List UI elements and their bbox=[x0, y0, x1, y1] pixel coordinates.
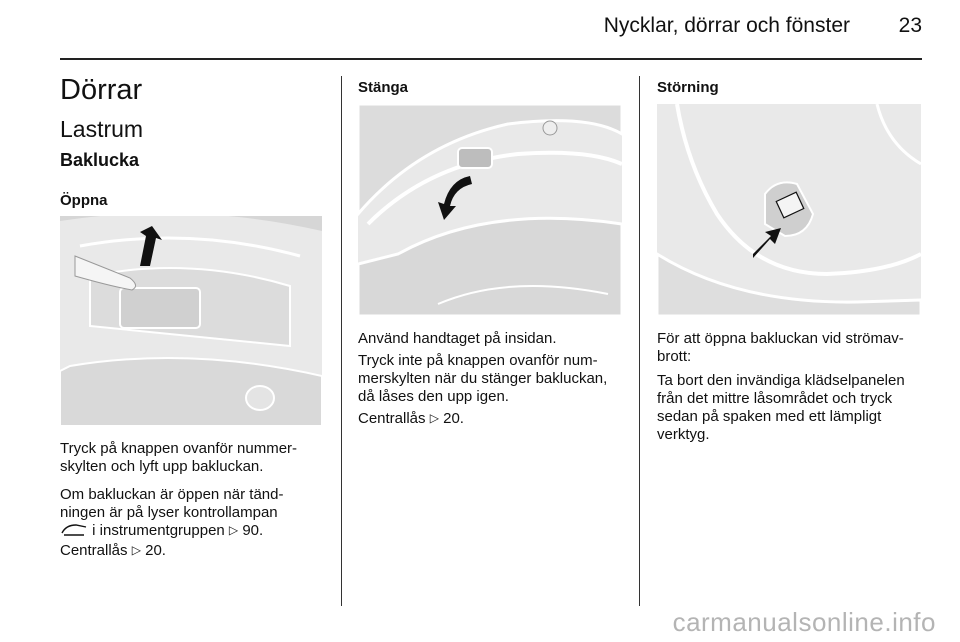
central-lock-page-ref[interactable]: 20. bbox=[145, 542, 166, 559]
lamp-note-page-ref[interactable]: 90. bbox=[242, 522, 264, 539]
column-divider-1 bbox=[341, 76, 342, 606]
lamp-note-location: i instrumentgruppen bbox=[92, 522, 225, 539]
fault-heading: Störning bbox=[657, 79, 719, 96]
page-reference-icon: ▷ bbox=[429, 411, 439, 425]
central-lock-label: Centrallås bbox=[60, 542, 128, 559]
central-lock-page-ref-2[interactable]: 20. bbox=[443, 410, 464, 427]
lamp-note-text: Om bakluckan är öppen när tänd-ningen är på lyser kontrollampan bbox=[60, 486, 284, 521]
subsection-title: Baklucka bbox=[60, 150, 140, 170]
central-lock-ref-2 bbox=[358, 410, 464, 428]
column-divider-2 bbox=[639, 76, 640, 606]
fault-intro: För att öppna bakluckan vid strömav-brott: bbox=[657, 330, 904, 365]
header-title: Nycklar, dörrar och fönster bbox=[603, 14, 850, 37]
open-tailgate-lamp-icon bbox=[60, 523, 88, 537]
central-lock-label-2: Centrallås bbox=[358, 410, 426, 427]
close-heading: Stänga bbox=[358, 79, 409, 96]
fault-instruction: Ta bort den invändiga klädselpanelen från det mittre låsområdet och tryck sedan på spaken med ett lämpligt verktyg. bbox=[657, 372, 905, 443]
page-reference-icon: ▷ bbox=[228, 523, 239, 537]
illustration-emergency-release bbox=[657, 104, 921, 316]
open-instruction: Tryck på knappen ovanför nummer-skylten och lyft upp bakluckan. bbox=[60, 440, 298, 475]
central-lock-ref bbox=[60, 542, 166, 560]
header-divider bbox=[60, 58, 922, 60]
close-warning: Tryck inte på knappen ovanför num-merskylten när du stänger bakluckan, då låses den upp igen. bbox=[358, 352, 608, 405]
illustration-open-tailgate bbox=[60, 216, 322, 426]
watermark: carmanualsonline.info bbox=[672, 607, 936, 637]
open-heading: Öppna bbox=[60, 192, 108, 209]
section-title: Lastrum bbox=[60, 116, 144, 142]
lamp-note bbox=[60, 486, 322, 540]
illustration-close-tailgate bbox=[358, 104, 622, 316]
close-instruction: Använd handtaget på insidan. bbox=[358, 330, 557, 347]
chapter-title: Dörrar bbox=[60, 74, 143, 106]
page-number: 23 bbox=[898, 14, 922, 37]
page-reference-icon: ▷ bbox=[131, 543, 141, 557]
